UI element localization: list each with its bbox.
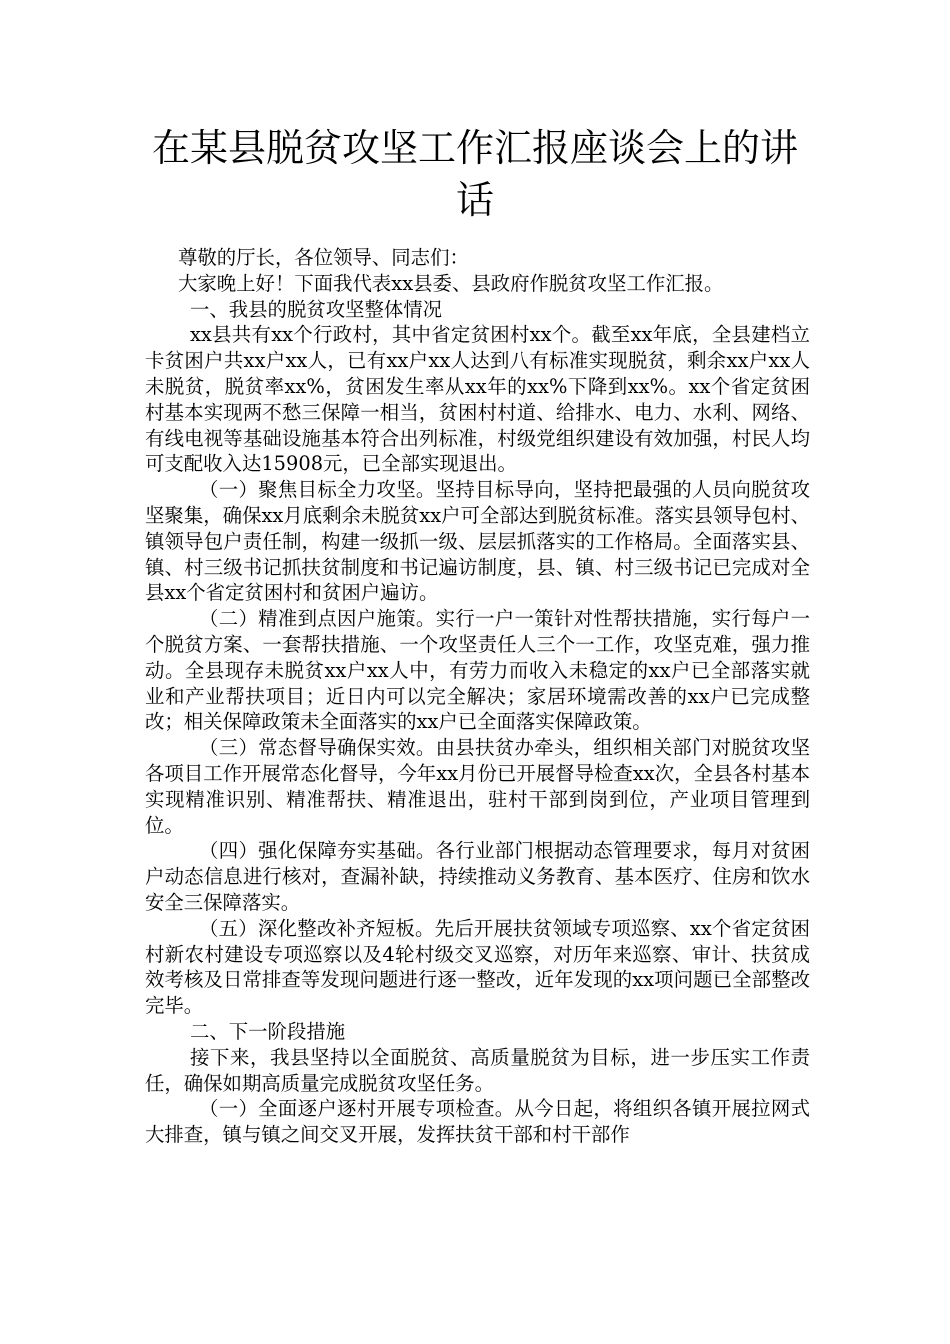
opening-paragraph: 大家晚上好！下面我代表xx县委、县政府作脱贫攻坚工作汇报。 xyxy=(178,271,724,295)
document-body xyxy=(145,245,810,1148)
salutation: 尊敬的厅长，各位领导、同志们： xyxy=(178,246,469,269)
overview-paragraph: xx县共有xx个行政村，其中省定贫困村xx个。截至xx年底，全县建档立卡贫困户共xx户xx人，已有xx户xx人达到八有标准实现脱贫，剩余xx户xx人未脱贫，脱贫率xx%，贫困发生率从xx年的xx%下降到xx%。xx个省定贫困村基本实现两不愁三保障一相当，贫困村村道、给排水、电力、水利、网络、有线电视等基础设施基本符合出列标准，村级党组织建设有效加强，村民人均可支配收入达15908元，已全部实现退出。 xyxy=(145,323,810,476)
section-heading-1: 一、我县的脱贫攻坚整体情况 xyxy=(190,297,443,321)
measure-paragraph-4: （四）强化保障夯实基础。各行业部门根据动态管理要求，每月对贫困户动态信息进行核对，查漏补缺，持续推动义务教育、基本医疗、住房和饮水安全三保障落实。 xyxy=(145,839,810,914)
section-heading-2: 二、下一阶段措施 xyxy=(190,1019,346,1043)
next-step-paragraph-1: （一）全面逐户逐村开展专项检查。从今日起，将组织各镇开展拉网式大排查，镇与镇之间交叉开展，发挥扶贫干部和村干部作 xyxy=(145,1097,810,1147)
next-steps-paragraph: 接下来，我县坚持以全面脱贫、高质量脱贫为目标，进一步压实工作责任，确保如期高质量完成脱贫攻坚任务。 xyxy=(145,1045,810,1095)
measure-paragraph-1: （一）聚焦目标全力攻坚。坚持目标导向，坚持把最强的人员向脱贫攻坚聚集，确保xx月底剩余未脱贫xx户可全部达到脱贫标准。落实县领导包村、镇领导包户责任制，构建一级抓一级、层层抓落实的工作格局。全面落实县、镇、村三级书记抓扶贫制度和书记遍访制度，县、镇、村三级书记已完成对全县xx个省定贫困村和贫困户遍访。 xyxy=(145,478,810,605)
measure-paragraph-3: （三）常态督导确保实效。由县扶贫办牵头，组织相关部门对脱贫攻坚各项目工作开展常态化督导，今年xx月份已开展督导检查xx次，全县各村基本实现精准识别、精准帮扶、精准退出，驻村干部到岗到位，产业项目管理到位。 xyxy=(145,736,810,837)
measure-paragraph-5: （五）深化整改补齐短板。先后开展扶贫领域专项巡察、xx个省定贫困村新农村建设专项巡察以及4轮村级交叉巡察，对历年来巡察、审计、扶贫成效考核及日常排查等发现问题进行逐一整改，近年发现的xx项问题已全部整改完毕。 xyxy=(145,916,810,1018)
document-title: 在某县脱贫攻坚工作汇报座谈会上的讲话 xyxy=(151,126,798,222)
measure-paragraph-2: （二）精准到点因户施策。实行一户一策针对性帮扶措施，实行每户一个脱贫方案、一套帮扶措施、一个攻坚责任人三个一工作，攻坚克难，强力推动。全县现存未脱贫xx户xx人中，有劳力而收入未稳定的xx户已全部落实就业和产业帮扶项目；近日内可以完全解决；家居环境需改善的xx户已完成整改；相关保障政策未全面落实的xx户已全面落实保障政策。 xyxy=(145,607,810,734)
